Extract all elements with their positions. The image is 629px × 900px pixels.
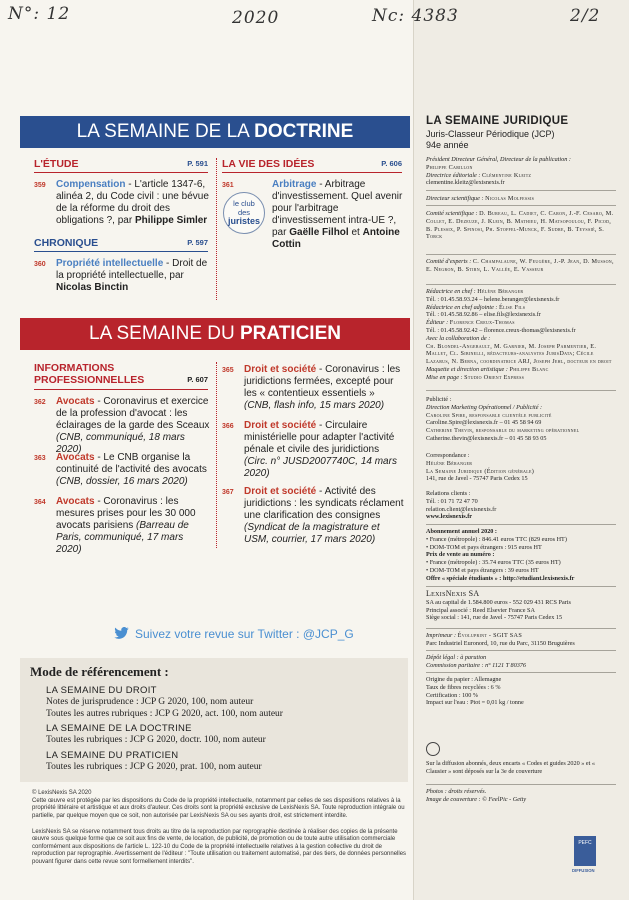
dir-sci-name: Nicolas Molfessis [485, 195, 535, 202]
article-source: (CNB, flash info, 15 mars 2020) [244, 400, 385, 411]
lexis-siege: Siège social : 141, rue de Javel - 75747 Paris Cedex 15 [426, 614, 563, 622]
masthead-rule [426, 586, 616, 587]
masthead-correspondance [426, 452, 616, 483]
article-number: 362 [34, 399, 46, 406]
article-number: 364 [34, 499, 46, 506]
article-source: (Syndicat de la magistrature et USM, courrier, 17 mars 2020) [244, 522, 380, 545]
info-page: P. 607 [187, 375, 208, 384]
masthead-rule [426, 284, 616, 285]
abo-label: Abonnement annuel 2020 : [426, 528, 497, 535]
idees-heading [222, 158, 402, 170]
masthead-comite-exp [426, 258, 616, 274]
paper-impact: Impact sur l'eau : Ptot = 0,01 kg / tonne [426, 699, 524, 707]
pefc-diffusion-label: DIFFUSION [572, 868, 595, 873]
article-keyword: Arbitrage [272, 179, 317, 190]
masthead-imprimeur [426, 632, 616, 648]
masthead-legal [426, 654, 616, 670]
article-and: et [348, 227, 363, 238]
chronique-page: P. 597 [187, 238, 208, 247]
article-author: Philippe Simler [134, 215, 208, 226]
masthead-rule [426, 254, 616, 255]
masthead-rule [426, 205, 616, 206]
mode-doctrine-heading: LA SEMAINE DE LA DOCTRINE [46, 723, 192, 734]
article-number: 361 [222, 182, 234, 189]
rel-label: Relations clients : [426, 490, 471, 497]
doctrine-banner [20, 116, 410, 148]
rel-web: www.lexisnexis.fr [426, 513, 473, 521]
prix-dom: • DOM-TOM et pays étrangers : 39 euros HT [426, 566, 539, 574]
lexis-name: LexisNexis SA [426, 589, 480, 598]
recycle-icon [426, 742, 440, 756]
mode-title: Mode de référencement : [30, 664, 169, 679]
lexis-cap: SA au capital de 1.584.800 euros - 552 029 431 RCS Paris [426, 598, 571, 606]
handwritten-nc: Nc: 4383 [372, 6, 459, 26]
maquette-name: Philippe Blanc [509, 365, 549, 373]
praticien-banner-prefix: LA SEMAINE DU [89, 323, 240, 344]
collab-names: Ch. Blondel-Angebault, M. Garnier, M. Joseph Parmentier, E. Mallet, Cl. Sibinelli, rédacteurs-analystes JurisData; Cécile Lazarus, N. Berna, coordinatrice ARJ, Joseph Jehl, docteur en droit [426, 342, 612, 366]
paper-certif: Certification : 100 % [426, 691, 479, 699]
prix-label: Prix de vente au numéro : [426, 551, 495, 559]
doctrine-column-separator [216, 158, 217, 300]
chronique-heading [34, 237, 208, 249]
copyright-line: © LexisNexis SA 2020 [32, 790, 92, 796]
imprim-label: Imprimeur : [426, 632, 458, 639]
masthead-direction [426, 156, 616, 187]
diffusion-note: Sur la diffusion abonnés, deux encarts « Codes et guides 2020 » et « Clausier » sont déposés sur la 3e de couverture [426, 760, 595, 775]
article-keyword: Droit et société [244, 486, 317, 497]
article-author: Nicolas Binctin [56, 282, 129, 293]
article-number: 365 [222, 367, 234, 374]
masthead-title: LA SEMAINE JURIDIQUE [426, 115, 569, 127]
article-number: 367 [222, 489, 234, 496]
masthead-paper [426, 676, 616, 707]
club-des-juristes-logo [223, 192, 265, 234]
mise-name: Studio Orient Express [464, 373, 525, 381]
pub-2-contact: Catherine.thevin@lexisnexis.fr – 01 45 58 93 05 [426, 434, 547, 442]
article-number: 366 [222, 423, 234, 430]
idees-page: P. 606 [381, 159, 402, 168]
pub-dir-contact: Caroline.Spire@lexisnexis.fr – 01 45 58 94 69 [426, 419, 542, 427]
masthead-rule [426, 190, 616, 191]
masthead-rule [426, 650, 616, 651]
logo-top: le club [233, 199, 255, 208]
article-author-2: Antoine Cottin [272, 227, 400, 250]
editeur-tel: Tél. : 01.45.58.92.42 – florence.creux-thomas@lexisnexis.fr [426, 326, 576, 334]
article-source: (Barreau de Paris, communiqué, 17 mars 2020) [56, 520, 189, 555]
article-text: - Coronavirus et exercice de la profession d'avocat : les éclairages de la garde des Sceaux [56, 396, 210, 431]
chronique-heading-label: CHRONIQUE [34, 237, 99, 249]
red-chef-name: Hélène Béranger [477, 288, 524, 295]
article-text: - Coronavirus : les mesures prises pour les 30 000 avocats parisiens [56, 496, 196, 531]
masthead-comite-sci [426, 210, 616, 241]
abo-dom: • DOM-TOM et pays étrangers : 915 euros HT [426, 543, 542, 551]
etude-heading-label: L'ÉTUDE [34, 158, 79, 170]
etude-page: P. 591 [187, 159, 208, 168]
masthead-rule [426, 672, 616, 673]
article-number: 359 [34, 182, 46, 189]
red-adj-name: Élise Fils [499, 303, 526, 311]
masthead-redaction [426, 288, 616, 382]
comite-sci-names: D. Bureau, L. Cadiet, C. Caron, J.-F. Cesaro, M. Collet, E. Dezeuze, J. Klein, B. Mathieu, H. Matsopoulou, F. Picod, B. Plessix, P. Spinosi, Ph. Stoffel-Munck, F. Sudre, B. Teyssié, S. Torck [426, 210, 614, 241]
mode-doctrine-line: Toutes les rubriques : JCP G 2020, doctr. 100, nom auteur [46, 735, 266, 745]
offre-etudiants: Offre « spéciale étudiants » : http://etudiant.lexisnexis.fr [426, 574, 575, 582]
masthead-rule [426, 524, 616, 525]
paper-fibres: Taux de fibres recyclées : 6 % [426, 683, 501, 691]
mode-droit-line-1: Notes de jurisprudence : JCP G 2020, 100, nom auteur [46, 697, 254, 707]
article-362[interactable] [34, 396, 210, 456]
article-source: (Circ. n° JUSD2007740C, 14 mars 2020) [244, 456, 397, 479]
praticien-banner-bold: PRATICIEN [240, 323, 341, 344]
article-364[interactable] [34, 496, 210, 556]
rel-mail: relation.client@lexisnexis.fr [426, 505, 497, 513]
corr-pub: La Semaine Juridique (Édition générale) [426, 467, 535, 475]
doctrine-banner-bold: DOCTRINE [254, 121, 354, 142]
article-365[interactable] [222, 364, 404, 412]
mode-praticien-heading: LA SEMAINE DU PRATICIEN [46, 750, 179, 761]
info-rule [34, 389, 208, 390]
mode-praticien-line: Toutes les rubriques : JCP G 2020, prat. 100, nom auteur [46, 762, 262, 772]
pub-dir-label: Direction Marketing Opérationnel / Publicité : [426, 403, 543, 411]
dir-edit-label: Directrice éditoriale : [426, 171, 482, 179]
dir-edit-mail: clementine.kleitz@lexisnexis.fr [426, 179, 505, 187]
article-keyword: Droit et société [244, 420, 317, 431]
article-text: - Activité des juridictions : les syndicats réclament une clarification des consignes [244, 486, 404, 521]
article-keyword: Avocats [56, 496, 95, 507]
etude-heading [34, 158, 208, 170]
article-text: - Le CNB organise la continuité de l'activité des avocats [56, 452, 207, 475]
article-360[interactable] [34, 258, 210, 294]
red-chef-label: Rédactrice en chef : [426, 288, 478, 295]
corr-name: Hélène Béranger [426, 459, 473, 467]
mode-referencement-box [20, 658, 408, 782]
twitter-follow-link[interactable] [114, 627, 354, 641]
handwritten-page: 2/2 [570, 6, 601, 26]
masthead-dir-sci [426, 195, 616, 203]
pefc-mark: PEFC [578, 840, 592, 846]
masthead-credits [426, 788, 616, 804]
idees-heading-label: LA VIE DES IDÉES [222, 158, 315, 170]
article-source: (CNB, dossier, 16 mars 2020) [56, 476, 188, 487]
article-keyword: Avocats [56, 452, 95, 463]
doctrine-banner-prefix: LA SEMAINE DE LA [76, 121, 255, 142]
red-chef-tel: Tél. : 01.45.58.93.24 – helene.beranger@lexisnexis.fr [426, 295, 560, 303]
article-text: - Circulaire ministérielle pour adapter l'activité pénale et civile des juridictions [244, 420, 395, 455]
article-366[interactable] [222, 420, 404, 480]
praticien-column-separator [216, 362, 217, 548]
depot-legal: Dépôt légal : à parution [426, 654, 487, 661]
etude-rule [34, 172, 208, 173]
masthead-lexisnexis [426, 590, 616, 622]
article-text: - Droit de la propriété intellectuelle, par [56, 258, 208, 281]
masthead-subtitle: Juris-Classeur Périodique (JCP) [426, 129, 555, 139]
article-keyword: Compensation [56, 179, 126, 190]
masthead-rule [426, 784, 616, 785]
article-keyword: Droit et société [244, 364, 317, 375]
imprim-name: Évoluprint - SGIT SAS [457, 632, 523, 639]
info-heading-line2: PROFESSIONNELLES [34, 374, 145, 386]
article-number: 363 [34, 455, 46, 462]
paper-origin: Origine du papier : Allemagne [426, 676, 502, 683]
pub-2-name: Catherine Thevin, responsable du marketing opérationnel [426, 427, 580, 435]
twitter-bird-icon [114, 627, 129, 639]
collab-label: Avec la collaboration de : [426, 334, 491, 342]
article-source: (CNB, communiqué, 18 mars 2020) [56, 432, 185, 455]
handwritten-year: 2020 [232, 8, 280, 28]
masthead-rule [426, 628, 616, 629]
mise-label: Mise en page : [426, 373, 465, 381]
masthead-abonnement [426, 528, 616, 583]
article-363[interactable] [34, 452, 210, 488]
praticien-banner [20, 318, 410, 350]
imprim-addr: Parc Industriel Euronord, 10, rue du Parc, 31150 Bruguières [426, 639, 575, 647]
corr-addr: 141, rue de Javel - 75747 Paris Cedex 15 [426, 475, 528, 483]
red-adj-label: Rédactrice en chef adjointe : [426, 303, 500, 311]
article-keyword: Avocats [56, 396, 95, 407]
dir-edit-name: Clémentine Kleitz [481, 171, 532, 179]
president-label: Président Directeur Général, Directeur de la publication : [426, 156, 571, 163]
twitter-label: Suivez votre revue sur Twitter : @JCP_G [135, 627, 354, 641]
pefc-logo-icon [574, 836, 596, 866]
masthead-year: 94e année [426, 140, 469, 150]
cover-credit: Image de couverture : © FeelPic - Getty [426, 795, 527, 803]
handwritten-number: N°: 12 [8, 4, 71, 24]
corr-label: Correspondance : [426, 452, 470, 459]
pub-label: Publicité : [426, 396, 452, 403]
masthead-diffusion [426, 760, 616, 776]
lexis-assoc: Principal associé : Reed Elsevier France SA [426, 606, 535, 614]
idees-rule [222, 172, 402, 173]
mode-droit-heading: LA SEMAINE DU DROIT [46, 685, 157, 696]
info-heading [34, 362, 208, 386]
article-author: Gaëlle Filhol [289, 227, 349, 238]
dir-sci-label: Directeur scientifique : [426, 195, 486, 202]
maquette-label: Maquette et direction artistique : [426, 365, 510, 373]
comite-exp-names: C. Champalaune, W. Feugère, J.-P. Jean, D. Musson, E. Negron, B. Stirn, L. Vallée, E. Vasseur [426, 258, 614, 273]
article-text: - Coronavirus : les juridictions fermées, excepté pour les « contentieux essentiels » [244, 364, 401, 399]
pub-dir-name: Caroline Spire, responsable clientèle publicité [426, 411, 552, 419]
article-text: - L'article 1347-6, alinéa 2, du Code civil : une bévue de la réforme du droit des obligations ?, par [56, 179, 209, 226]
photos-credit: Photos : droits réservés. [426, 788, 487, 795]
comite-exp-label: Comité d'experts : [426, 258, 473, 265]
president-name: Philippe Carillon [426, 163, 473, 171]
copyright-paragraph-1: Cette œuvre est protégée par les dispositions du Code de la propriété intellectuelle, notamment par celles de ses dispositions relatives à la propriété littéraire et artistique et aux droits d'auteur. Ces droits sont la propriété exclusive de LexisNexis SA. Toute reproduction intégrale ou partielle, par quelque moyen que ce soit, non autorisée par LexisNexis SA ou ses ayants droit, est strictement interdite. [32, 798, 405, 819]
prix-fr: • France (métropole) : 35.74 euros TTC (35 euros HT) [426, 559, 561, 567]
commission-paritaire: Commission paritaire : n° 1121 T 80376 [426, 661, 526, 669]
chronique-rule [34, 251, 208, 252]
article-text: - Arbitrage d'investissement. Quel avenir pour l'arbitrage d'investissement intra-UE ?, par [272, 179, 403, 238]
copyright-paragraph-2: LexisNexis SA se réserve notamment tous droits au titre de la reproduction par reprographie destinée à réaliser des copies de la présente œuvre sous quelque forme que ce soit aux fins de vente, de location, de publicité, de promotion ou de toute autre utilisation commerciale conformément aux dispositions de l'article L. 122-10 du Code de la propriété intellectuelle relatives à la gestion collective du droit de reproduction par reprographie. Avertissement de l'éditeur : "Toute utilisation ou traitement automatisé, par des tiers, de données personnelles pouvant figurer dans cette revue sont formellement interdits". [32, 829, 407, 865]
comite-sci-label: Comité scientifique : [426, 210, 480, 217]
masthead-relations [426, 490, 616, 521]
rel-tel: Tél. : 01 71 72 47 70 [426, 497, 478, 505]
masthead-rule [426, 390, 616, 391]
logo-bottom: juristes [227, 216, 260, 226]
editeur-label: Éditeur : [426, 319, 450, 327]
article-number: 360 [34, 261, 46, 268]
logo-mid: des [237, 207, 251, 217]
red-adj-tel: Tél. : 01.45.58.92.86 – elise.fils@lexisnexis.fr [426, 311, 541, 319]
article-367[interactable] [222, 486, 404, 546]
info-heading-line1: INFORMATIONS [34, 362, 115, 374]
editeur-name: Florence Creux-Thomas [449, 319, 515, 327]
mode-droit-line-2: Toutes les autres rubriques : JCP G 2020, act. 100, nom auteur [46, 709, 283, 719]
article-keyword: Propriété intellectuelle [56, 258, 164, 269]
abo-fr: • France (métropole) : 846.41 euros TTC (829 euros HT) [426, 535, 567, 543]
article-359[interactable] [34, 179, 210, 227]
masthead-publicite [426, 396, 616, 443]
